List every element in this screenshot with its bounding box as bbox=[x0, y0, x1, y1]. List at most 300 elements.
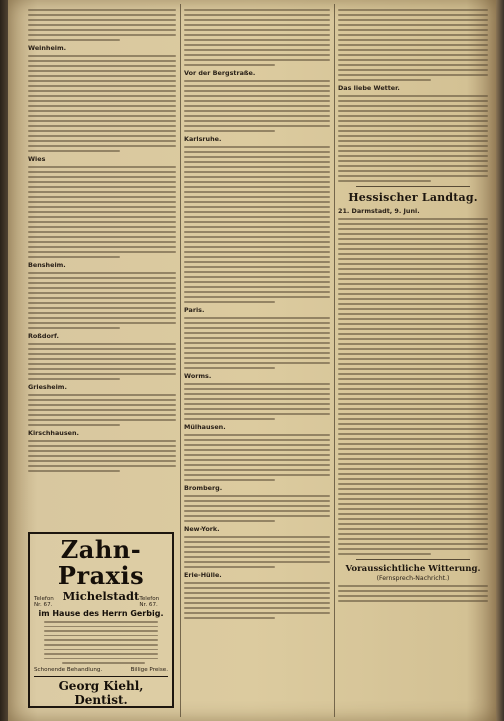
text-line bbox=[184, 19, 330, 21]
text-line bbox=[184, 291, 330, 293]
text-line bbox=[44, 649, 158, 651]
text-line bbox=[28, 95, 176, 97]
text-line bbox=[28, 65, 176, 67]
text-line bbox=[338, 498, 488, 500]
text-line bbox=[338, 180, 431, 182]
text-line bbox=[28, 226, 176, 228]
text-line bbox=[184, 566, 275, 568]
text-line bbox=[338, 29, 488, 31]
text-line bbox=[28, 241, 176, 243]
text-line bbox=[338, 155, 488, 157]
column-rule-2 bbox=[334, 4, 335, 717]
text-line bbox=[28, 130, 176, 132]
text-line bbox=[184, 246, 330, 248]
text-line bbox=[338, 233, 488, 235]
text-line bbox=[28, 404, 176, 406]
text-line bbox=[184, 388, 330, 390]
text-line bbox=[338, 453, 488, 455]
text-line bbox=[28, 9, 176, 11]
text-line bbox=[28, 460, 176, 462]
text-line bbox=[184, 520, 275, 522]
text-line bbox=[44, 630, 158, 632]
text-line bbox=[338, 278, 488, 280]
text-line bbox=[28, 246, 176, 248]
text-line bbox=[184, 367, 275, 369]
text-line bbox=[28, 191, 176, 193]
text-line bbox=[184, 592, 330, 594]
text-line bbox=[28, 85, 176, 87]
text-line bbox=[184, 500, 330, 502]
text-line bbox=[184, 151, 330, 153]
ad-footer-left: Schonende Behandlung. bbox=[34, 666, 103, 673]
text-line bbox=[184, 206, 330, 208]
text-line bbox=[338, 378, 488, 380]
text-line bbox=[338, 413, 488, 415]
text-line bbox=[184, 100, 330, 102]
text-line bbox=[184, 221, 330, 223]
text-line bbox=[28, 394, 176, 396]
text-line bbox=[184, 479, 275, 481]
text-line bbox=[338, 373, 488, 375]
text-line bbox=[28, 115, 176, 117]
right-edge bbox=[496, 0, 504, 721]
text-line bbox=[338, 518, 488, 520]
text-line bbox=[184, 464, 330, 466]
article-lead: Erie-Hülle. bbox=[184, 571, 222, 579]
text-line bbox=[338, 393, 488, 395]
text-line bbox=[28, 206, 176, 208]
text-line bbox=[184, 44, 330, 46]
text-line bbox=[338, 223, 488, 225]
text-line bbox=[28, 373, 176, 375]
text-line bbox=[338, 548, 488, 550]
text-line bbox=[184, 266, 330, 268]
text-line bbox=[184, 105, 330, 107]
text-line bbox=[338, 110, 488, 112]
text-line bbox=[338, 59, 488, 61]
ad-dentist-name: Georg Kiehl, Dentist. bbox=[34, 676, 168, 707]
text-line bbox=[338, 120, 488, 122]
text-line bbox=[184, 59, 330, 61]
text-line bbox=[338, 553, 431, 555]
text-line bbox=[338, 170, 488, 172]
text-line bbox=[338, 248, 488, 250]
text-line bbox=[184, 80, 330, 82]
text-line bbox=[184, 587, 330, 589]
text-line bbox=[184, 357, 330, 359]
text-line bbox=[338, 488, 488, 490]
ad-footer-right: Billige Preise. bbox=[130, 666, 168, 673]
text-line bbox=[338, 303, 488, 305]
ad-phone-left: Telefon Nr. 67. bbox=[34, 596, 54, 608]
text-line bbox=[184, 561, 330, 563]
text-line bbox=[338, 513, 488, 515]
text-line bbox=[28, 196, 176, 198]
text-line bbox=[338, 463, 488, 465]
text-line bbox=[184, 434, 330, 436]
text-line bbox=[184, 602, 330, 604]
text-line bbox=[184, 226, 330, 228]
text-line bbox=[184, 444, 330, 446]
text-line bbox=[28, 135, 176, 137]
article-lead: Griesheim. bbox=[28, 383, 67, 391]
text-line bbox=[184, 146, 330, 148]
text-line bbox=[28, 60, 176, 62]
text-line bbox=[28, 55, 176, 57]
text-line bbox=[338, 34, 488, 36]
text-line bbox=[338, 263, 488, 265]
text-line bbox=[184, 90, 330, 92]
text-line bbox=[184, 156, 330, 158]
text-line bbox=[338, 458, 488, 460]
text-line bbox=[28, 445, 176, 447]
text-line bbox=[184, 408, 330, 410]
article-lead: Bromberg. bbox=[184, 484, 223, 492]
ad-footer bbox=[34, 667, 168, 673]
weather-subheading: (Fernsprech-Nachricht.) bbox=[376, 575, 450, 582]
text-line bbox=[184, 251, 330, 253]
text-line bbox=[338, 238, 488, 240]
text-line bbox=[338, 165, 488, 167]
text-line bbox=[44, 639, 158, 641]
text-line bbox=[184, 110, 330, 112]
text-line bbox=[184, 617, 275, 619]
text-line bbox=[184, 231, 330, 233]
text-line bbox=[338, 478, 488, 480]
text-line bbox=[28, 470, 120, 472]
text-line bbox=[338, 135, 488, 137]
article-lead: Vor der Bergstraße. bbox=[184, 69, 256, 77]
text-line bbox=[184, 337, 330, 339]
article-lead: Mülhausen. bbox=[184, 423, 226, 431]
text-line bbox=[338, 298, 488, 300]
text-line bbox=[28, 110, 176, 112]
text-line bbox=[184, 236, 330, 238]
ad-body bbox=[34, 621, 168, 664]
text-line bbox=[28, 120, 176, 122]
text-line bbox=[184, 95, 330, 97]
text-line bbox=[184, 64, 275, 66]
text-line bbox=[44, 644, 158, 646]
text-line bbox=[184, 181, 330, 183]
text-line bbox=[28, 19, 176, 21]
ad-phone-right: Telefon Nr. 67. bbox=[139, 596, 160, 608]
text-line bbox=[184, 216, 330, 218]
text-line bbox=[28, 231, 176, 233]
text-line bbox=[338, 538, 488, 540]
text-line bbox=[184, 120, 330, 122]
text-line bbox=[44, 626, 158, 628]
text-line bbox=[338, 24, 488, 26]
text-line bbox=[338, 423, 488, 425]
text-line bbox=[28, 171, 176, 173]
text-line bbox=[184, 393, 330, 395]
text-line bbox=[184, 612, 330, 614]
text-line bbox=[184, 515, 330, 517]
text-line bbox=[338, 268, 488, 270]
article-lead: Weinheim. bbox=[28, 44, 67, 52]
text-line bbox=[28, 358, 176, 360]
text-line bbox=[338, 44, 488, 46]
article-lead: Bensheim. bbox=[28, 261, 66, 269]
text-line bbox=[28, 186, 176, 188]
text-line bbox=[338, 115, 488, 117]
text-line bbox=[184, 347, 330, 349]
text-line bbox=[44, 621, 158, 623]
text-line bbox=[28, 414, 176, 416]
ad-header-row bbox=[34, 589, 168, 608]
text-line bbox=[184, 551, 330, 553]
text-line bbox=[338, 19, 488, 21]
text-line bbox=[28, 307, 176, 309]
text-line bbox=[338, 483, 488, 485]
text-line bbox=[338, 438, 488, 440]
text-line bbox=[338, 228, 488, 230]
text-line bbox=[338, 49, 488, 51]
text-line bbox=[28, 419, 176, 421]
text-line bbox=[338, 398, 488, 400]
text-line bbox=[28, 348, 176, 350]
text-line bbox=[184, 327, 330, 329]
text-line bbox=[338, 14, 488, 16]
text-line bbox=[338, 150, 488, 152]
text-line bbox=[28, 353, 176, 355]
text-line bbox=[44, 635, 158, 637]
text-line bbox=[184, 85, 330, 87]
text-line bbox=[184, 459, 330, 461]
text-line bbox=[28, 424, 120, 426]
text-line bbox=[338, 69, 488, 71]
text-line bbox=[338, 100, 488, 102]
text-line bbox=[338, 348, 488, 350]
text-line bbox=[28, 100, 176, 102]
column-rule-1 bbox=[180, 4, 181, 717]
text-line bbox=[184, 413, 330, 415]
text-line bbox=[338, 253, 488, 255]
section-heading-landtag: Hessischer Landtag. bbox=[348, 191, 478, 204]
text-line bbox=[28, 24, 176, 26]
text-line bbox=[338, 418, 488, 420]
text-line bbox=[28, 282, 176, 284]
text-line bbox=[184, 49, 330, 51]
text-line bbox=[338, 383, 488, 385]
article-lead: Das liebe Wetter. bbox=[338, 84, 400, 92]
text-line bbox=[338, 343, 488, 345]
article-lead: New-York. bbox=[184, 525, 220, 533]
article-lead: Wies bbox=[28, 155, 46, 163]
text-line bbox=[184, 510, 330, 512]
text-line bbox=[28, 34, 176, 36]
text-line bbox=[338, 363, 488, 365]
text-line bbox=[184, 29, 330, 31]
text-line bbox=[28, 211, 176, 213]
text-line bbox=[184, 166, 330, 168]
text-line bbox=[184, 9, 330, 11]
text-line bbox=[338, 595, 488, 597]
text-line bbox=[184, 256, 330, 258]
text-line bbox=[184, 125, 330, 127]
text-line bbox=[62, 662, 145, 664]
text-line bbox=[338, 273, 488, 275]
text-line bbox=[184, 186, 330, 188]
text-line bbox=[184, 286, 330, 288]
article-lead: Kirschhausen. bbox=[28, 429, 79, 437]
text-line bbox=[28, 292, 176, 294]
text-line bbox=[28, 272, 176, 274]
text-line bbox=[184, 474, 330, 476]
text-line bbox=[338, 130, 488, 132]
text-line bbox=[184, 495, 330, 497]
text-line bbox=[28, 176, 176, 178]
text-line bbox=[184, 607, 330, 609]
dental-practice-advertisement bbox=[28, 532, 174, 708]
text-line bbox=[28, 368, 176, 370]
text-line bbox=[338, 323, 488, 325]
text-line bbox=[28, 312, 176, 314]
text-line bbox=[184, 536, 330, 538]
text-line bbox=[338, 528, 488, 530]
text-line bbox=[28, 465, 176, 467]
text-line bbox=[28, 75, 176, 77]
newspaper-page bbox=[8, 0, 496, 721]
text-line bbox=[28, 181, 176, 183]
text-line bbox=[338, 105, 488, 107]
text-line bbox=[28, 327, 120, 329]
text-line bbox=[184, 556, 330, 558]
text-line bbox=[338, 140, 488, 142]
text-line bbox=[28, 343, 176, 345]
text-line bbox=[28, 277, 176, 279]
text-line bbox=[28, 150, 120, 152]
text-line bbox=[184, 582, 330, 584]
text-line bbox=[28, 166, 176, 168]
text-line bbox=[338, 328, 488, 330]
text-line bbox=[28, 70, 176, 72]
text-line bbox=[28, 297, 176, 299]
text-line bbox=[338, 493, 488, 495]
text-line bbox=[338, 585, 488, 587]
text-line bbox=[184, 342, 330, 344]
text-line bbox=[338, 39, 488, 41]
text-line bbox=[28, 455, 176, 457]
text-line bbox=[28, 363, 176, 365]
text-line bbox=[28, 302, 176, 304]
text-line bbox=[28, 80, 176, 82]
text-line bbox=[338, 125, 488, 127]
text-line bbox=[184, 383, 330, 385]
text-line bbox=[338, 443, 488, 445]
text-line bbox=[338, 243, 488, 245]
text-line bbox=[44, 653, 158, 655]
text-line bbox=[338, 218, 488, 220]
text-line bbox=[184, 14, 330, 16]
section-divider bbox=[356, 186, 470, 187]
text-line bbox=[184, 201, 330, 203]
section-divider bbox=[356, 559, 470, 560]
text-line bbox=[338, 468, 488, 470]
text-line bbox=[28, 39, 120, 41]
text-line bbox=[28, 216, 176, 218]
section-heading-weather: Voraussichtliche Witterung. bbox=[345, 564, 481, 574]
text-line bbox=[44, 658, 158, 660]
text-line bbox=[338, 283, 488, 285]
article-lead: Karlsruhe. bbox=[184, 135, 222, 143]
text-line bbox=[338, 590, 488, 592]
text-line bbox=[338, 508, 488, 510]
column-2 bbox=[184, 6, 330, 715]
text-line bbox=[184, 322, 330, 324]
text-line bbox=[184, 469, 330, 471]
text-line bbox=[184, 271, 330, 273]
text-line bbox=[338, 338, 488, 340]
text-line bbox=[338, 600, 488, 602]
text-line bbox=[28, 450, 176, 452]
text-line bbox=[184, 296, 330, 298]
text-line bbox=[338, 145, 488, 147]
text-line bbox=[338, 175, 488, 177]
text-line bbox=[338, 160, 488, 162]
text-line bbox=[28, 251, 176, 253]
text-line bbox=[184, 39, 330, 41]
article-lead: Worms. bbox=[184, 372, 212, 380]
text-line bbox=[28, 440, 176, 442]
text-line bbox=[28, 145, 176, 147]
text-line bbox=[184, 317, 330, 319]
article-lead: Paris. bbox=[184, 306, 205, 314]
text-line bbox=[184, 171, 330, 173]
text-line bbox=[28, 14, 176, 16]
text-line bbox=[184, 546, 330, 548]
text-line bbox=[184, 439, 330, 441]
ad-town: Michelstadt bbox=[62, 589, 140, 603]
text-line bbox=[184, 161, 330, 163]
text-line bbox=[184, 191, 330, 193]
ad-title: Zahn-Praxis bbox=[57, 535, 145, 590]
text-line bbox=[184, 398, 330, 400]
text-line bbox=[28, 378, 120, 380]
text-line bbox=[338, 428, 488, 430]
text-line bbox=[28, 287, 176, 289]
text-line bbox=[338, 293, 488, 295]
text-line bbox=[28, 322, 176, 324]
text-line bbox=[184, 418, 275, 420]
text-line bbox=[184, 241, 330, 243]
text-line bbox=[338, 74, 488, 76]
text-line bbox=[338, 95, 488, 97]
text-line bbox=[338, 288, 488, 290]
text-line bbox=[184, 54, 330, 56]
text-line bbox=[184, 261, 330, 263]
text-line bbox=[338, 503, 488, 505]
text-line bbox=[184, 130, 275, 132]
text-line bbox=[338, 9, 488, 11]
text-line bbox=[338, 543, 488, 545]
text-line bbox=[28, 90, 176, 92]
text-line bbox=[28, 317, 176, 319]
text-line bbox=[28, 236, 176, 238]
text-line bbox=[338, 408, 488, 410]
text-line bbox=[28, 29, 176, 31]
text-line bbox=[184, 403, 330, 405]
text-line bbox=[338, 353, 488, 355]
text-line bbox=[338, 473, 488, 475]
text-line bbox=[184, 332, 330, 334]
text-line bbox=[338, 433, 488, 435]
text-line bbox=[184, 449, 330, 451]
text-line bbox=[184, 34, 330, 36]
text-line bbox=[184, 176, 330, 178]
text-line bbox=[184, 115, 330, 117]
